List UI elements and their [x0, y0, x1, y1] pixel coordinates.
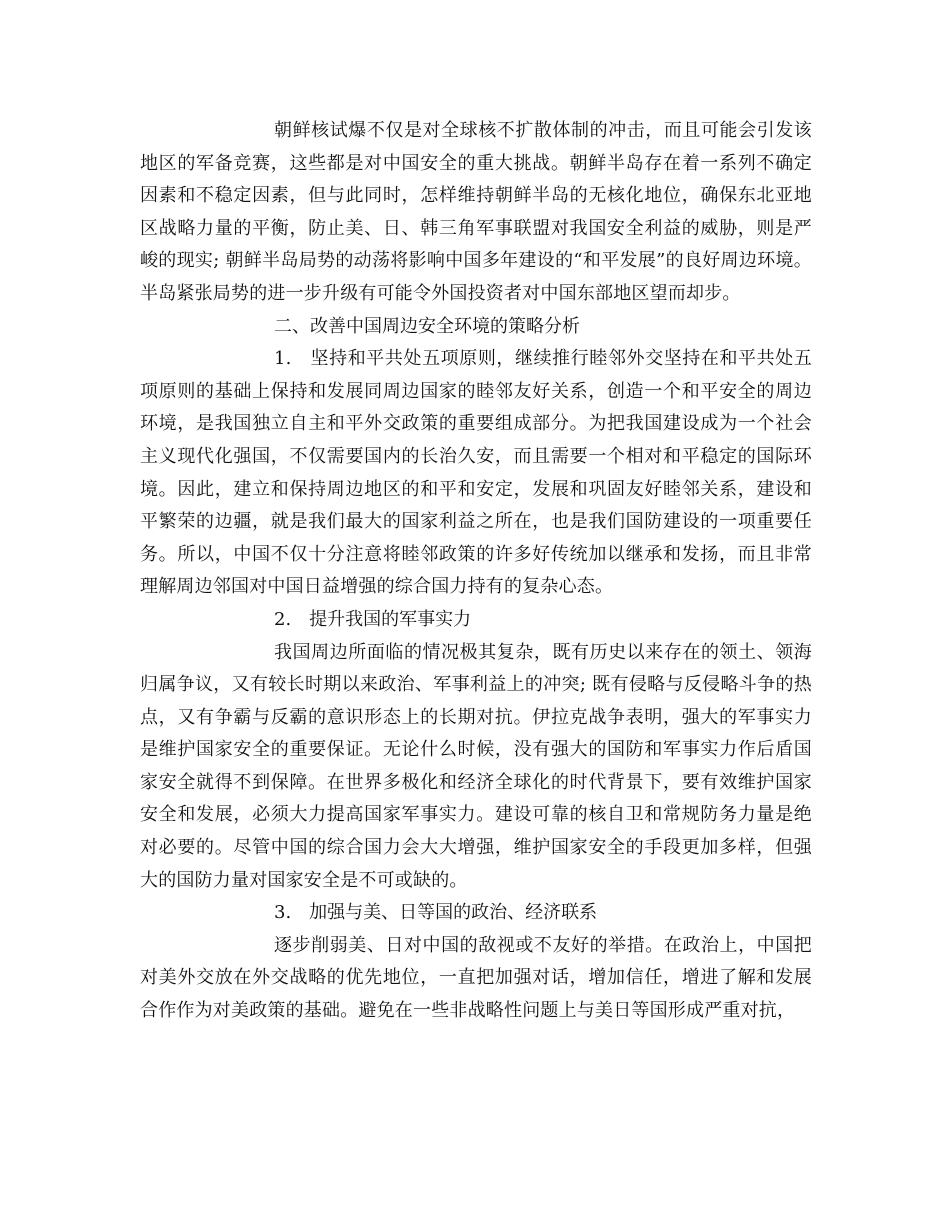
- section-heading-strategy-analysis: 二、改善中国周边安全环境的策略分析: [274, 315, 580, 337]
- paragraph-korea-nuclear-test: 朝鲜核试爆不仅是对全球核不扩散体制的冲击，而且可能会引发该地区的军备竞赛，这些都是对中国安全的重大挑战。朝鲜半岛存在着一系列不确定因素和不稳定因素，但与此同时，怎样维持朝鲜半岛的无核化地位，确保东北亚地区战略力量的平衡，防止美、日、韩三角军事联盟对我国安全利益的威胁，则是严峻的现实; 朝鲜半岛局势的动荡将影响中国多年建设的“和平发展”的良好周边环境。半岛紧张局势的进一步升级有可能令外国投资者对中国东部地区望而却步。: [140, 120, 812, 304]
- subheading-military-strength: 2. 提升我国的军事实力: [274, 608, 472, 630]
- subheading-us-japan-relations: 3. 加强与美、日等国的政治、经济联系: [274, 902, 598, 924]
- paragraph-military-strength: 我国周边所面临的情况极其复杂，既有历史以来存在的领土、领海归属争议，又有较长时期以来政治、军事利益上的冲突; 既有侵略与反侵略斗争的热点，又有争霸与反霸的意识形态上的长期对抗。伊拉克战争表明，强大的军事实力是维护国家安全的重要保证。无论什么时候，没有强大的国防和军事实力作后盾国家安全就得不到保障。在世界多极化和经济全球化的时代背景下，要有效维护国家安全和发展，必须大力提高国家军事实力。建设可靠的核自卫和常规防务力量是绝对必要的。尽管中国的综合国力会大大增强，维护国家安全的手段更加多样，但强大的国防力量对国家安全是不可或缺的。: [140, 641, 812, 891]
- paragraph-us-japan-relations: 逐步削弱美、日对中国的敌视或不友好的举措。在政治上，中国把对美外交放在外交战略的优先地位，一直把加强对话，增加信任，增进了解和发展合作作为对美政策的基础。避免在一些非战略性问题上与美日等国形成严重对抗，: [140, 934, 812, 1022]
- paragraph-peaceful-coexistence: 1. 坚持和平共处五项原则，继续推行睦邻外交坚持在和平共处五项原则的基础上保持和发展同周边国家的睦邻友好关系，创造一个和平安全的周边环境，是我国独立自主和平外交政策的重要组成部分。为把我国建设成为一个社会主义现代化强国，不仅需要国内的长治久安，而且需要一个相对和平稳定的国际环境。因此，建立和保持周边地区的和平和安定，发展和巩固友好睦邻关系，建设和平繁荣的边疆，就是我们最大的国家利益之所在，也是我们国防建设的一项重要任务。所以，中国不仅十分注意将睦邻政策的许多好传统加以继承和发扬，而且非常理解周边邻国对中国日益增强的综合国力持有的复杂心态。: [140, 348, 812, 598]
- document-body: [140, 115, 812, 1028]
